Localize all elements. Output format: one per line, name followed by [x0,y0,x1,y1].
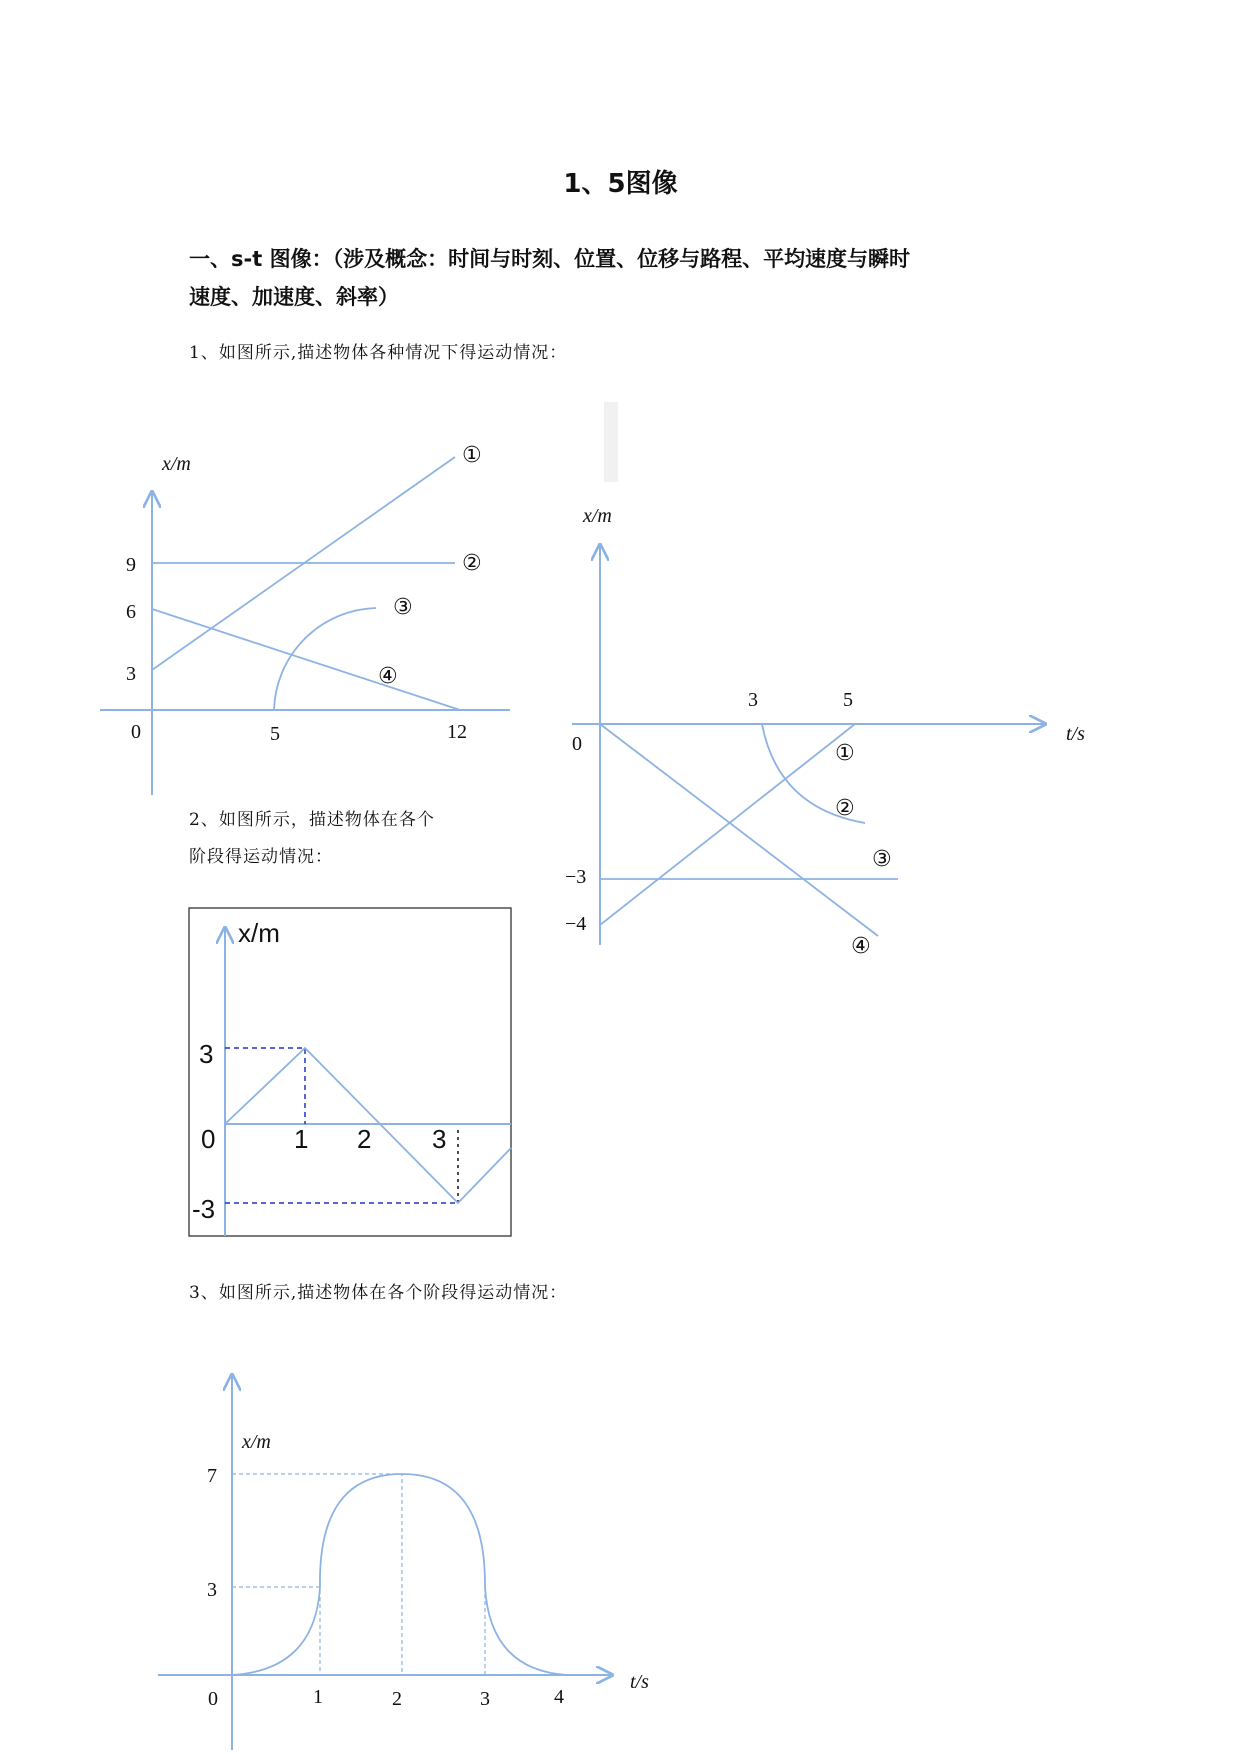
fig1-ytick: 3 [126,663,136,685]
fig1-series-label: ④ [378,664,398,689]
question-2-line1: 2、如图所示，描述物体在各个 [189,810,435,830]
fig3-ylabel: x/m [238,918,280,948]
fig3-ytick: 3 [199,1039,214,1069]
figure-1 [100,443,510,795]
figure-4 [158,1375,649,1750]
fig2-series-label: ① [835,741,855,766]
fig2-ylabel: x/m [583,505,612,527]
fig2-series-label: ③ [872,847,892,872]
fig3-xtick: 3 [432,1124,447,1154]
fig4-xlabel: t/s [630,1671,649,1693]
fig3-ytick: 0 [201,1124,216,1154]
fig2-series-label: ④ [851,934,871,959]
fig1-series-3-curve [274,608,376,710]
figure-2 [565,505,1085,959]
fig4-series-curve [232,1474,567,1675]
section-heading-line2: 速度、加速度、斜率） [189,285,399,309]
fig1-ytick: 6 [126,601,136,623]
fig1-series-label: ③ [393,595,413,620]
fig4-ytick: 3 [207,1579,217,1601]
fig3-frame [189,908,511,1236]
fig1-series-4-line [152,609,460,710]
fig2-xtick: 3 [748,689,758,711]
page-title: 1、5图像 [563,169,678,199]
fig3-xtick: 2 [357,1124,372,1154]
fig1-xtick: 12 [447,721,467,743]
section-heading-line1: 一、s-t 图像：（涉及概念：时间与时刻、位置、位移与路程、平均速度与瞬时 [189,247,911,271]
fig2-series-label: ② [835,796,855,821]
fig4-guide-max [232,1474,402,1675]
fig1-series-label: ② [462,551,482,576]
fig1-ylabel: x/m [162,453,191,475]
figure-3 [189,908,511,1236]
fig4-xtick: 4 [554,1686,564,1708]
fig2-ytick: −3 [565,866,587,888]
fig2-xtick: 5 [843,689,853,711]
fig2-ytick: 0 [572,733,582,755]
fig4-ylabel: x/m [242,1431,271,1453]
fig4-xtick: 2 [392,1688,402,1710]
fig1-xtick: 0 [131,721,141,743]
fig2-ytick: −4 [565,913,587,935]
fig4-ytick: 0 [208,1688,218,1710]
scan-artifact [604,402,618,482]
question-2-line2: 阶段得运动情况： [189,847,333,867]
fig2-xlabel: t/s [1066,723,1085,745]
fig4-xtick: 3 [480,1688,490,1710]
question-3: 3、如图所示,描述物体在各个阶段得运动情况： [189,1283,568,1303]
fig1-xtick: 5 [270,723,280,745]
fig1-ytick: 9 [126,554,136,576]
fig3-ytick: -3 [192,1194,216,1224]
question-1: 1、如图所示,描述物体各种情况下得运动情况： [189,343,568,363]
fig3-xtick: 1 [294,1124,309,1154]
fig4-ytick: 7 [207,1465,217,1487]
fig1-series-label: ① [462,443,482,468]
fig4-guide-3 [232,1587,320,1675]
fig4-xtick: 1 [313,1686,323,1708]
